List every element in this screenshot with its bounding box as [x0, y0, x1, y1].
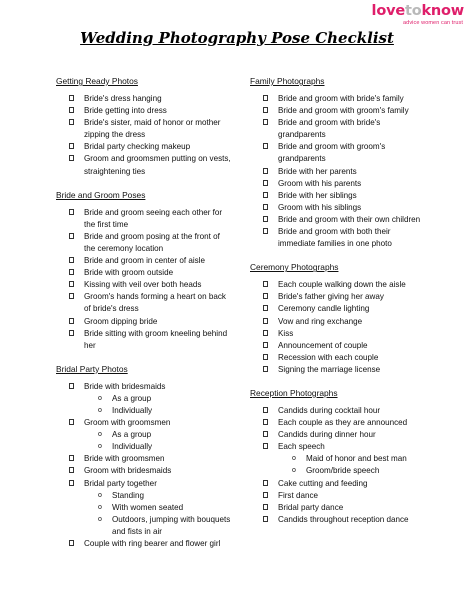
section-heading: Getting Ready Photos — [56, 76, 138, 86]
checklist-item[interactable] — [56, 328, 232, 352]
sub-list — [84, 490, 232, 538]
section-family-photographs — [250, 76, 430, 250]
checklist-item-label: Bride's sister, maid of honor or mother zipping the dress — [84, 118, 221, 140]
checklist-item[interactable] — [56, 417, 232, 453]
checklist-item-label: Kissing with veil over both heads — [84, 280, 202, 290]
checklist-item-label: Bridal party checking makeup — [84, 142, 191, 152]
checklist-item-label: Bride and groom seeing each other for the first time — [84, 207, 223, 229]
section-heading: Reception Photographs — [250, 387, 338, 398]
checklist-item-label: Groom with groomsmen — [84, 418, 171, 428]
checklist-item[interactable] — [250, 502, 430, 514]
checklist-item[interactable] — [250, 514, 430, 526]
checklist-item[interactable] — [250, 93, 430, 105]
checklist-item[interactable] — [250, 328, 430, 340]
checklist-item-label: Bride with groom outside — [84, 268, 174, 278]
checklist-item[interactable] — [56, 291, 232, 315]
checklist-item-label: Groom with his siblings — [278, 202, 362, 212]
sub-item: o With women seated — [84, 502, 232, 514]
checklist-item[interactable] — [56, 153, 232, 177]
section-reception-photographs — [250, 388, 430, 526]
checklist-item-label: Each speech — [278, 442, 325, 452]
section-heading: Ceremony Photographs — [250, 262, 339, 273]
checklist-item[interactable] — [56, 453, 232, 465]
section-ceremony-photographs — [250, 262, 430, 376]
checklist-item-label: Announcement of couple — [278, 340, 368, 350]
checklist-item-label: Couple with ring bearer and flower girl — [84, 539, 221, 548]
checklist-item[interactable] — [56, 105, 232, 117]
checklist-item[interactable] — [56, 279, 232, 291]
logo-tagline: advice women can trust — [403, 20, 463, 26]
checklist-item[interactable] — [250, 316, 430, 328]
checklist-item-label: Cake cutting and feeding — [278, 478, 368, 488]
section-bride-and-groom-poses — [56, 190, 232, 352]
checklist-item-label: Bride getting into dress — [84, 106, 167, 116]
checklist-item-label: Bride sitting with groom kneeling behind her — [84, 328, 228, 350]
checklist-item[interactable] — [56, 381, 232, 417]
checklist — [56, 381, 232, 550]
checklist-item-label: Groom's hands forming a heart on back of bride's dress — [84, 292, 226, 314]
checklist-item-label: Bride with bridesmaids — [84, 381, 166, 391]
logo-to: to — [404, 3, 422, 19]
checklist-item[interactable] — [250, 117, 430, 141]
checklist-item[interactable] — [56, 117, 232, 141]
section-heading: Family Photographs — [250, 76, 325, 86]
checklist-item-label: Kiss — [278, 328, 294, 338]
checklist-item[interactable] — [250, 405, 430, 417]
checklist-item-label: Each couple walking down the aisle — [278, 280, 406, 290]
checklist-item-label: Bride's father giving her away — [278, 292, 384, 302]
sub-list — [278, 453, 430, 477]
checklist-item[interactable] — [56, 267, 232, 279]
checklist-item[interactable] — [56, 465, 232, 477]
checklist-item[interactable] — [250, 478, 430, 490]
checklist-item[interactable] — [250, 178, 430, 190]
checklist-item[interactable] — [250, 490, 430, 502]
checklist-item[interactable] — [56, 231, 232, 255]
checklist — [56, 207, 232, 352]
checklist — [56, 93, 232, 178]
checklist-item-label: Candids during dinner hour — [278, 430, 376, 440]
section-heading: Bridal Party Photos — [56, 363, 128, 374]
checklist-item[interactable] — [250, 226, 430, 250]
sub-item: o As a group — [84, 429, 232, 441]
checklist-item[interactable] — [56, 478, 232, 538]
checklist-item-label: Bridal party together — [84, 478, 157, 488]
checklist-item-label: Bride's dress hanging — [84, 94, 162, 103]
sub-item: o Individually — [84, 441, 232, 453]
sub-list — [84, 429, 232, 453]
checklist-item-label: Bride and groom with both their immediate families in one photo — [278, 227, 392, 249]
sub-item: o Groom/bride speech — [278, 465, 430, 477]
checklist-item[interactable] — [250, 429, 430, 441]
page-title: Wedding Photography Pose Checklist — [80, 29, 394, 47]
checklist-item-label: Bride and groom with bride's family — [278, 94, 404, 103]
checklist-item-label: Vow and ring exchange — [278, 316, 363, 326]
checklist-item-label: Candids throughout reception dance — [278, 514, 409, 524]
logo-know: know — [421, 3, 464, 19]
checklist-item-label: Bride and groom with groom's grandparents — [278, 142, 386, 164]
logo-wordmark — [372, 3, 464, 20]
checklist-item-label: Bride and groom in center of aisle — [84, 256, 206, 266]
checklist-item[interactable] — [250, 340, 430, 352]
checklist-item[interactable] — [250, 214, 430, 226]
checklist-item[interactable] — [250, 279, 430, 291]
checklist-item[interactable] — [56, 141, 232, 153]
checklist-item-label: Bride with her siblings — [278, 190, 357, 200]
sub-item: o Outdoors, jumping with bouquets and fists in air — [84, 514, 232, 538]
checklist-item-label: Each couple as they are announced — [278, 418, 408, 428]
checklist-item-label: Bridal party dance — [278, 502, 344, 512]
checklist-item[interactable] — [250, 166, 430, 178]
checklist-item[interactable] — [56, 207, 232, 231]
checklist-item[interactable] — [250, 291, 430, 303]
sub-item: o Individually — [84, 405, 232, 417]
checklist-item-label: Ceremony candle lighting — [278, 304, 370, 314]
section-bridal-party-photos — [56, 364, 232, 550]
checklist-item-label: Bride with her parents — [278, 166, 357, 176]
checklist-item-label: Bride with groomsmen — [84, 454, 165, 464]
right-column — [250, 76, 430, 538]
sub-item: o Maid of honor and best man — [278, 453, 430, 465]
sub-item: o As a group — [84, 393, 232, 405]
checklist-item-label: Recession with each couple — [278, 352, 379, 362]
section-heading: Bride and Groom Poses — [56, 189, 146, 200]
checklist-item-label: Groom dipping bride — [84, 316, 158, 326]
checklist-item[interactable] — [250, 190, 430, 202]
checklist-item[interactable] — [250, 105, 430, 117]
checklist-item-label: Bride and groom with bride's grandparents — [278, 118, 381, 140]
checklist-item-label: Bride and groom with groom's family — [278, 106, 409, 116]
sub-item: o Standing — [84, 490, 232, 502]
checklist-item[interactable] — [250, 441, 430, 477]
checklist-item-label: First dance — [278, 490, 319, 500]
checklist-item[interactable] — [56, 316, 232, 328]
checklist-item-label: Groom with his parents — [278, 178, 362, 188]
checklist — [250, 279, 430, 376]
checklist — [250, 405, 430, 526]
checklist-item-label: Groom with bridesmaids — [84, 466, 172, 476]
left-column — [56, 76, 232, 562]
checklist-item[interactable] — [250, 417, 430, 429]
checklist-item[interactable] — [56, 255, 232, 267]
checklist-item[interactable] — [250, 202, 430, 214]
checklist-item[interactable] — [250, 352, 430, 364]
checklist-item-label: Groom and groomsmen putting on vests, straightening ties — [84, 154, 231, 176]
checklist-item[interactable] — [250, 141, 430, 165]
checklist-item-label: Candids during cocktail hour — [278, 405, 381, 415]
checklist-item[interactable] — [56, 93, 232, 105]
checklist — [250, 93, 430, 250]
logo-love: love — [371, 3, 405, 19]
lovetoknow-logo[interactable] — [362, 3, 464, 29]
sub-list — [84, 393, 232, 417]
checklist-item-label: Bride and groom posing at the front of the ceremony location — [84, 231, 220, 253]
checklist-item-label: Bride and groom with their own children — [278, 214, 421, 224]
checklist-item[interactable] — [56, 538, 232, 550]
checklist-item[interactable] — [250, 364, 430, 376]
checklist-item[interactable] — [250, 303, 430, 315]
section-getting-ready-photos — [56, 76, 232, 178]
checklist-item-label: Signing the marriage license — [278, 364, 381, 374]
